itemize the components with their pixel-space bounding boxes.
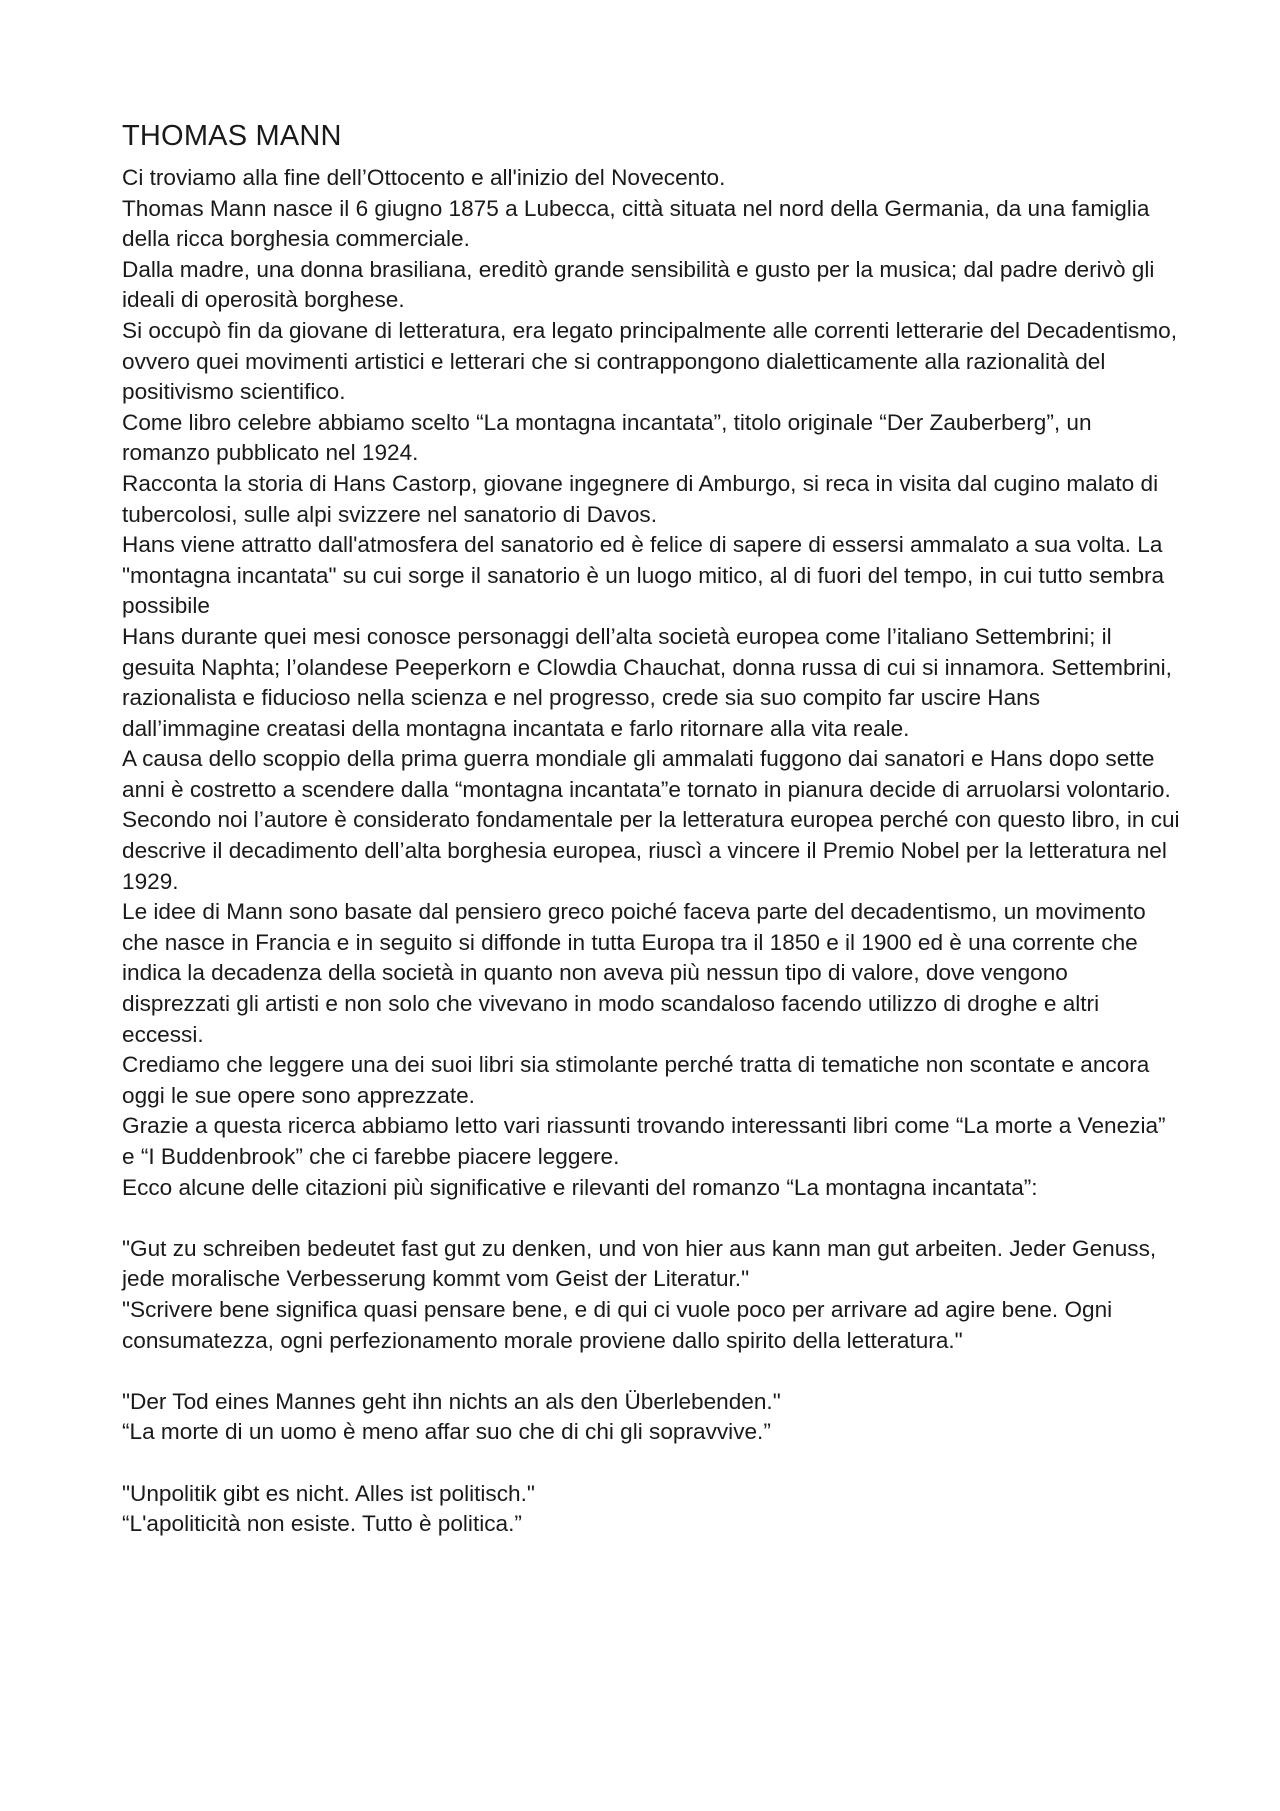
quote-translation: “L'apoliticità non esiste. Tutto è politica.” xyxy=(122,1511,522,1537)
paragraph-1: Ci troviamo alla fine dell’Ottocento e all'inizio del Novecento. xyxy=(122,165,726,190)
paragraph-10: Secondo noi l’autore è considerato fondamentale per la letteratura europea perché con questo libro, in cui descrive il decadimento dell’alta borghesia europea, riuscì a vincere il Premio Nobel per la letteratura nel 1929. xyxy=(122,807,1180,894)
quote-block-1 xyxy=(122,1234,1182,1356)
quote-original: "Der Tod eines Mannes geht ihn nichts an als den Überlebenden." xyxy=(122,1388,781,1414)
quote-translation: "Scrivere bene significa quasi pensare bene, e di qui ci vuole poco per arrivare ad agire bene. Ogni consumatezza, ogni perfezionamento morale proviene dallo spirito della letteratura." xyxy=(122,1296,1113,1353)
spacer xyxy=(122,1356,1182,1387)
paragraph-9: A causa dello scoppio della prima guerra mondiale gli ammalati fuggono dai sanatori e Hans dopo sette anni è costretto a scendere dalla “montagna incantata”e tornato in pianura decide di arruolarsi volontario. xyxy=(122,746,1171,802)
document-page xyxy=(122,118,1182,1540)
spacer xyxy=(122,1203,1182,1234)
paragraph-3: Dalla madre, una donna brasiliana, ereditò grande sensibilità e gusto per la musica; dal padre derivò gli ideali di operosità borghese. xyxy=(122,256,1155,313)
document-title: THOMAS MANN xyxy=(122,120,342,152)
quote-block-3 xyxy=(122,1479,1182,1540)
document-body xyxy=(122,163,1182,1203)
quote-block-2 xyxy=(122,1387,1182,1448)
paragraph-6: Racconta la storia di Hans Castorp, giovane ingegnere di Amburgo, si reca in visita dal cugino malato di tubercolosi, sulle alpi svizzere nel sanatorio di Davos. xyxy=(122,470,1159,527)
paragraph-8: Hans durante quei mesi conosce personaggi dell’alta società europea come l’italiano Settembrini; il gesuita Naphta; l’olandese Peeperkorn e Clowdia Chauchat, donna russa di cui si innamora. Settembrini, razionalista e fiducioso nella scienza e nel progresso, crede sia suo compito far uscire Hans dall’immagine creatasi della montagna incantata e farlo ritornare alla vita reale. xyxy=(122,623,1172,741)
spacer xyxy=(122,1448,1182,1479)
paragraph-2: Thomas Mann nasce il 6 giugno 1875 a Lubecca, città situata nel nord della Germania, da una famiglia della ricca borghesia commerciale. xyxy=(122,195,1150,252)
paragraph-7: Hans viene attratto dall'atmosfera del sanatorio ed è felice di sapere di essersi ammalato a sua volta. La "montagna incantata" su cui sorge il sanatorio è un luogo mitico, al di fuori del tempo, in cui tutto sembra possibile xyxy=(122,532,1165,619)
paragraph-12: Crediamo che leggere una dei suoi libri sia stimolante perché tratta di tematiche non scontate e ancora oggi le sue opere sono apprezzate. xyxy=(122,1052,1150,1108)
paragraph-14: Ecco alcune delle citazioni più significative e rilevanti del romanzo “La montagna incantata”: xyxy=(122,1174,1038,1200)
paragraph-11: Le idee di Mann sono basate dal pensiero greco poiché faceva parte del decadentismo, un movimento che nasce in Francia e in seguito si diffonde in tutta Europa tra il 1850 e il 1900 ed è una corrente che indica la decadenza della società in quanto non aveva più nessun tipo di valore, dove vengono disprezzati gli artisti e non solo che vivevano in modo scandaloso facendo utilizzo di droghe e altri eccessi. xyxy=(122,899,1146,1047)
quote-original: "Gut zu schreiben bedeutet fast gut zu denken, und von hier aus kann man gut arbeiten. Jeder Genuss, jede moralische Verbesserung kommt vom Geist der Literatur." xyxy=(122,1235,1157,1292)
paragraph-5: Come libro celebre abbiamo scelto “La montagna incantata”, titolo originale “Der Zauberberg”, un romanzo pubblicato nel 1924. xyxy=(122,409,1092,466)
paragraph-13: Grazie a questa ricerca abbiamo letto vari riassunti trovando interessanti libri come “La morte a Venezia” e “I Buddenbrook” che ci farebbe piacere leggere. xyxy=(122,1113,1166,1169)
quote-original: "Unpolitik gibt es nicht. Alles ist politisch." xyxy=(122,1480,535,1506)
quote-translation: “La morte di un uomo è meno affar suo che di chi gli sopravvive.” xyxy=(122,1419,771,1445)
paragraph-4: Si occupò fin da giovane di letteratura, era legato principalmente alle correnti letterarie del Decadentismo, ovvero quei movimenti artistici e letterari che si contrappongono dialetticamente alla razionalità del positivismo scientifico. xyxy=(122,317,1177,405)
